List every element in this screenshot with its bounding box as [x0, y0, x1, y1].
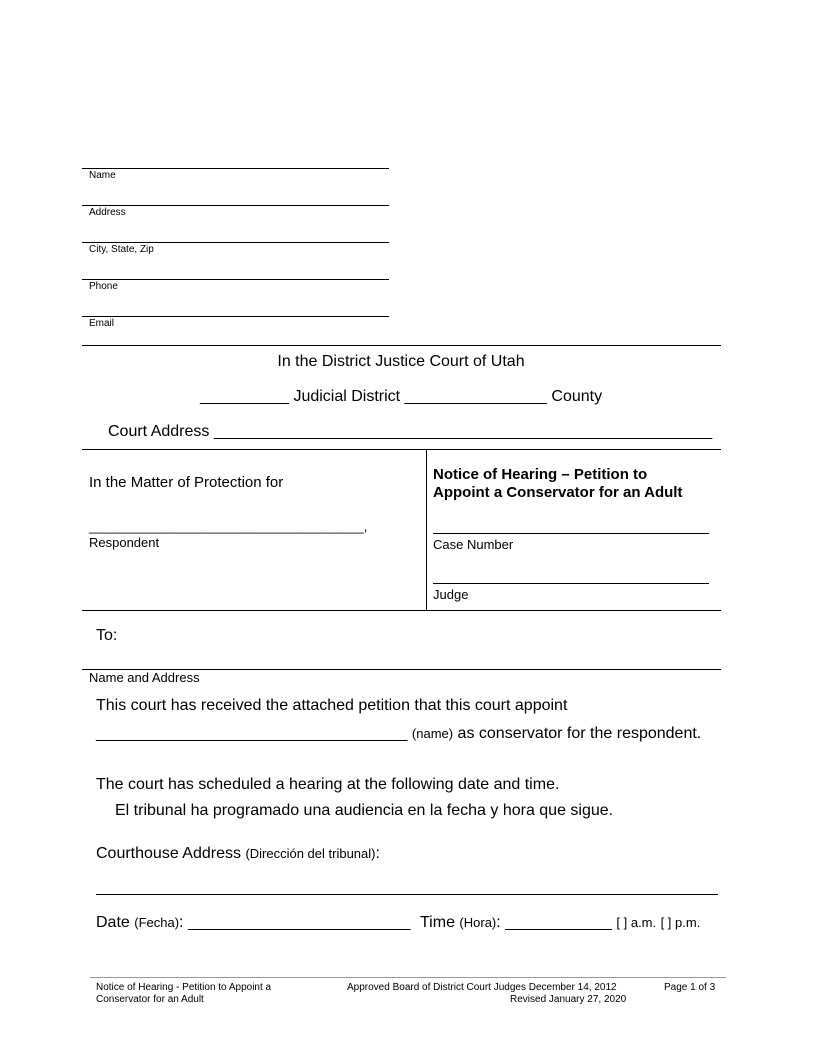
date-label: Date: [96, 914, 130, 931]
caption-divider: [426, 449, 427, 610]
city-state-zip-line[interactable]: [82, 242, 389, 243]
phone-line[interactable]: [82, 279, 389, 280]
document-title-line2: Appoint a Conservator for an Adult: [433, 484, 683, 501]
court-top-rule: [82, 345, 721, 346]
pm-checkbox[interactable]: [ ] p.m.: [660, 915, 701, 930]
document-title-line1: Notice of Hearing – Petition to: [433, 466, 648, 483]
district-label: Judicial District: [293, 388, 401, 405]
caption-top-rule: [82, 449, 721, 450]
date-time-row: [96, 914, 410, 932]
address-line[interactable]: [82, 205, 389, 206]
footer-title-line1: Notice of Hearing - Petition to Appoint a: [96, 982, 272, 993]
name-line[interactable]: [82, 168, 389, 169]
courthouse-label: Courthouse Address: [96, 845, 241, 862]
courthouse-colon: :: [375, 845, 380, 862]
time-blank[interactable]: : ____________: [496, 914, 612, 931]
respondent-blank[interactable]: ______________________________________,: [89, 519, 368, 534]
hearing-english: The court has scheduled a hearing at the following date and time.: [96, 776, 560, 793]
county-blank[interactable]: ________________: [404, 388, 547, 405]
petition-line: This court has received the attached petition that this court appoint: [96, 697, 568, 714]
phone-label: Phone: [89, 281, 118, 292]
footer-title-line2: Conservator for an Adult: [96, 994, 204, 1005]
conservator-name-blank[interactable]: ___________________________________: [96, 725, 408, 742]
district-blank[interactable]: __________: [200, 388, 289, 405]
address-label: Address: [89, 207, 126, 218]
judge-line[interactable]: [433, 583, 709, 584]
email-line[interactable]: [82, 316, 389, 317]
footer-rule: [90, 977, 726, 978]
email-label: Email: [89, 318, 115, 329]
court-address-row: [108, 423, 712, 441]
matter-label: In the Matter of Protection for: [89, 474, 284, 491]
footer-approved: Approved Board of District Court Judges December 14, 2012: [347, 982, 617, 993]
city-state-zip-label: City, State, Zip: [89, 244, 154, 255]
court-address-blank[interactable]: ________________________________________________________: [213, 423, 713, 440]
respondent-label: Respondent: [89, 535, 160, 550]
time-label: Time: [420, 914, 455, 931]
date-spanish: (Fecha): [134, 915, 180, 930]
district-row: [200, 388, 602, 406]
time-row: [420, 914, 700, 932]
conservator-row: [96, 725, 701, 743]
name-address-label: Name and Address: [89, 670, 200, 685]
footer-revised: Revised January 27, 2020: [510, 994, 627, 1005]
county-label: County: [551, 388, 603, 405]
judge-label: Judge: [433, 587, 469, 602]
hearing-spanish: El tribunal ha programado una audiencia en la fecha y hora que sigue.: [115, 802, 614, 819]
courthouse-address-line[interactable]: [96, 894, 718, 895]
name-label: Name: [89, 170, 116, 181]
date-blank[interactable]: : _________________________: [179, 914, 411, 931]
court-address-label: Court Address: [108, 423, 210, 440]
case-number-line[interactable]: [433, 533, 709, 534]
footer-page-number: Page 1 of 3: [664, 982, 716, 993]
court-title: In the District Justice Court of Utah: [277, 353, 525, 370]
caption-bottom-rule: [82, 610, 721, 611]
am-checkbox[interactable]: [ ] a.m.: [616, 915, 657, 930]
to-label: To:: [96, 627, 118, 644]
case-number-label: Case Number: [433, 537, 514, 552]
conservator-name-hint: (name): [411, 726, 454, 741]
conservator-text: as conservator for the respondent.: [457, 725, 702, 742]
time-spanish: (Hora): [459, 915, 497, 930]
courthouse-row: [96, 845, 380, 863]
courthouse-spanish: (Dirección del tribunal): [245, 846, 376, 861]
